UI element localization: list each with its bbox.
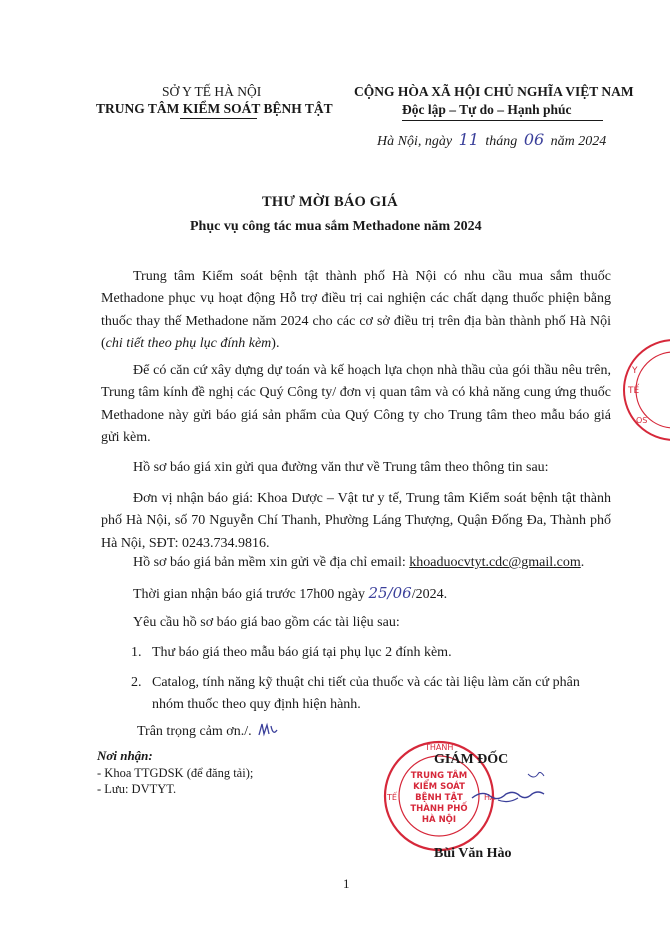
stamp-line: TRUNG TÂM <box>410 771 468 781</box>
republic-title: CỘNG HÒA XÃ HỘI CHỦ NGHĨA VIỆT NAM <box>354 84 634 99</box>
paragraph-submission: Hồ sơ báo giá xin gửi qua đường văn thư về Trung tâm theo thông tin sau: <box>133 460 549 475</box>
deadline-month-handwritten: 06 <box>392 584 412 602</box>
deadline-day-handwritten: 25 <box>368 584 388 602</box>
svg-text:TẾ: TẾ <box>628 386 640 396</box>
document-subtitle: Phục vụ công tác mua sắm Methadone năm 2024 <box>190 219 482 234</box>
handwritten-signature <box>468 770 548 810</box>
recipient-unit-text: Đơn vị nhận báo giá: Khoa Dược – Vật tư y tế, Trung tâm Kiểm soát bệnh tật thành phố Hà Nội, số 70 Nguyễn Chí Thanh, Phường Láng Thượng, Quận Đống Đa, Thành phố Hà Nội, SĐT: 0243.734.9816. <box>101 491 611 551</box>
date-month-label: tháng <box>485 134 518 149</box>
list-item-number: 2. <box>131 675 142 690</box>
deadline-text: Thời gian nhận báo giá trước 17h00 ngày <box>133 587 365 602</box>
svg-text:TẾ: TẾ <box>387 793 397 802</box>
department-name: SỞ Y TẾ HÀ NỘI <box>162 84 262 99</box>
center-name: TRUNG TÂM KIỂM SOÁT BỆNH TẬT <box>96 101 333 116</box>
closing-thanks <box>137 722 279 740</box>
stamp-line: KIỂM SOÁT <box>413 782 465 792</box>
side-stamp-fragment <box>612 335 670 445</box>
date-year: năm 2024 <box>550 134 607 149</box>
paragraph-intro <box>101 266 611 355</box>
recipients-label: Nơi nhận: <box>97 748 153 763</box>
center-underline <box>180 118 257 119</box>
motto-underline <box>402 120 603 121</box>
date-prefix: Hà Nội, ngày <box>377 134 453 149</box>
paragraph-deadline <box>133 584 447 603</box>
date-month-handwritten: 06 <box>523 130 545 149</box>
stamp-line: THÀNH PHỐ <box>410 804 468 814</box>
paragraph-recipient-unit <box>101 488 611 555</box>
svg-text:OS: OS <box>636 416 648 425</box>
email-prefix: Hồ sơ báo giá bản mềm xin gửi về địa chỉ email: <box>133 555 410 570</box>
stamp-line: HÀ NỘI <box>421 815 457 825</box>
list-item: Thư báo giá theo mẫu báo giá tại phụ lục 2 đính kèm. <box>152 645 452 660</box>
list-item-continuation: nhóm thuốc theo quy định hiện hành. <box>152 697 361 712</box>
place-date <box>377 131 606 151</box>
signer-position: GIÁM ĐỐC <box>434 752 509 767</box>
signer-name: Bùi Văn Hào <box>434 846 512 861</box>
stamp-line: BỆNH TẬT <box>415 793 463 803</box>
paragraph-request <box>101 360 611 449</box>
intro-text: Trung tâm Kiểm soát bệnh tật thành phố Hà Nội có nhu cầu mua sắm thuốc Methadone phục vụ hoạt động Hỗ trợ điều trị cai nghiện các chất dạng thuốc phiện bằng thuốc thay thế Methadone năm 2024 cho các cơ sở điều trị trên địa bàn thành phố Hà Nội ( <box>101 269 611 351</box>
list-item: Catalog, tính năng kỹ thuật chi tiết của thuốc và các tài liệu làm căn cứ phân <box>152 675 580 690</box>
email-link[interactable]: khoaduocvtyt.cdc@gmail.com <box>409 555 581 570</box>
recipient-item: - Khoa TTGDSK (để đăng tải); <box>97 766 254 780</box>
page-number: 1 <box>343 876 350 891</box>
email-end: . <box>580 555 585 570</box>
document-title: THƯ MỜI BÁO GIÁ <box>262 194 398 210</box>
deadline-year: /2024. <box>411 587 448 602</box>
closing-text: Trân trọng cảm ơn./. <box>137 724 252 739</box>
svg-text:Y: Y <box>632 366 638 376</box>
national-motto: Độc lập – Tự do – Hạnh phúc <box>402 102 572 117</box>
request-text: Để có căn cứ xây dựng dự toán và kế hoạch lựa chọn nhà thầu của gói thầu nêu trên, Trung tâm kính đề nghị các Quý Công ty/ đơn vị quan tâm và có khả năng cung ứng thuốc Methadone này gửi báo giá sản phẩm của Quý Công ty cho Trung tâm theo mẫu báo giá gửi kèm. <box>101 363 611 445</box>
date-day-handwritten: 11 <box>458 130 479 149</box>
recipient-item: - Lưu: DVTYT. <box>97 782 177 796</box>
stamp-ring-text: THÀNH <box>425 743 454 752</box>
svg-text:HÀ: HÀ <box>484 793 496 802</box>
paragraph-email <box>133 555 584 571</box>
deadline-sep: / <box>387 584 393 602</box>
intro-appendix-note: chi tiết theo phụ lục đính kèm <box>105 335 272 351</box>
initials-mark <box>257 722 279 738</box>
paragraph-requirements: Yêu cầu hồ sơ báo giá bao gồm các tài liệu sau: <box>133 615 400 630</box>
list-item-number: 1. <box>131 645 142 660</box>
intro-end: ). <box>271 335 280 351</box>
